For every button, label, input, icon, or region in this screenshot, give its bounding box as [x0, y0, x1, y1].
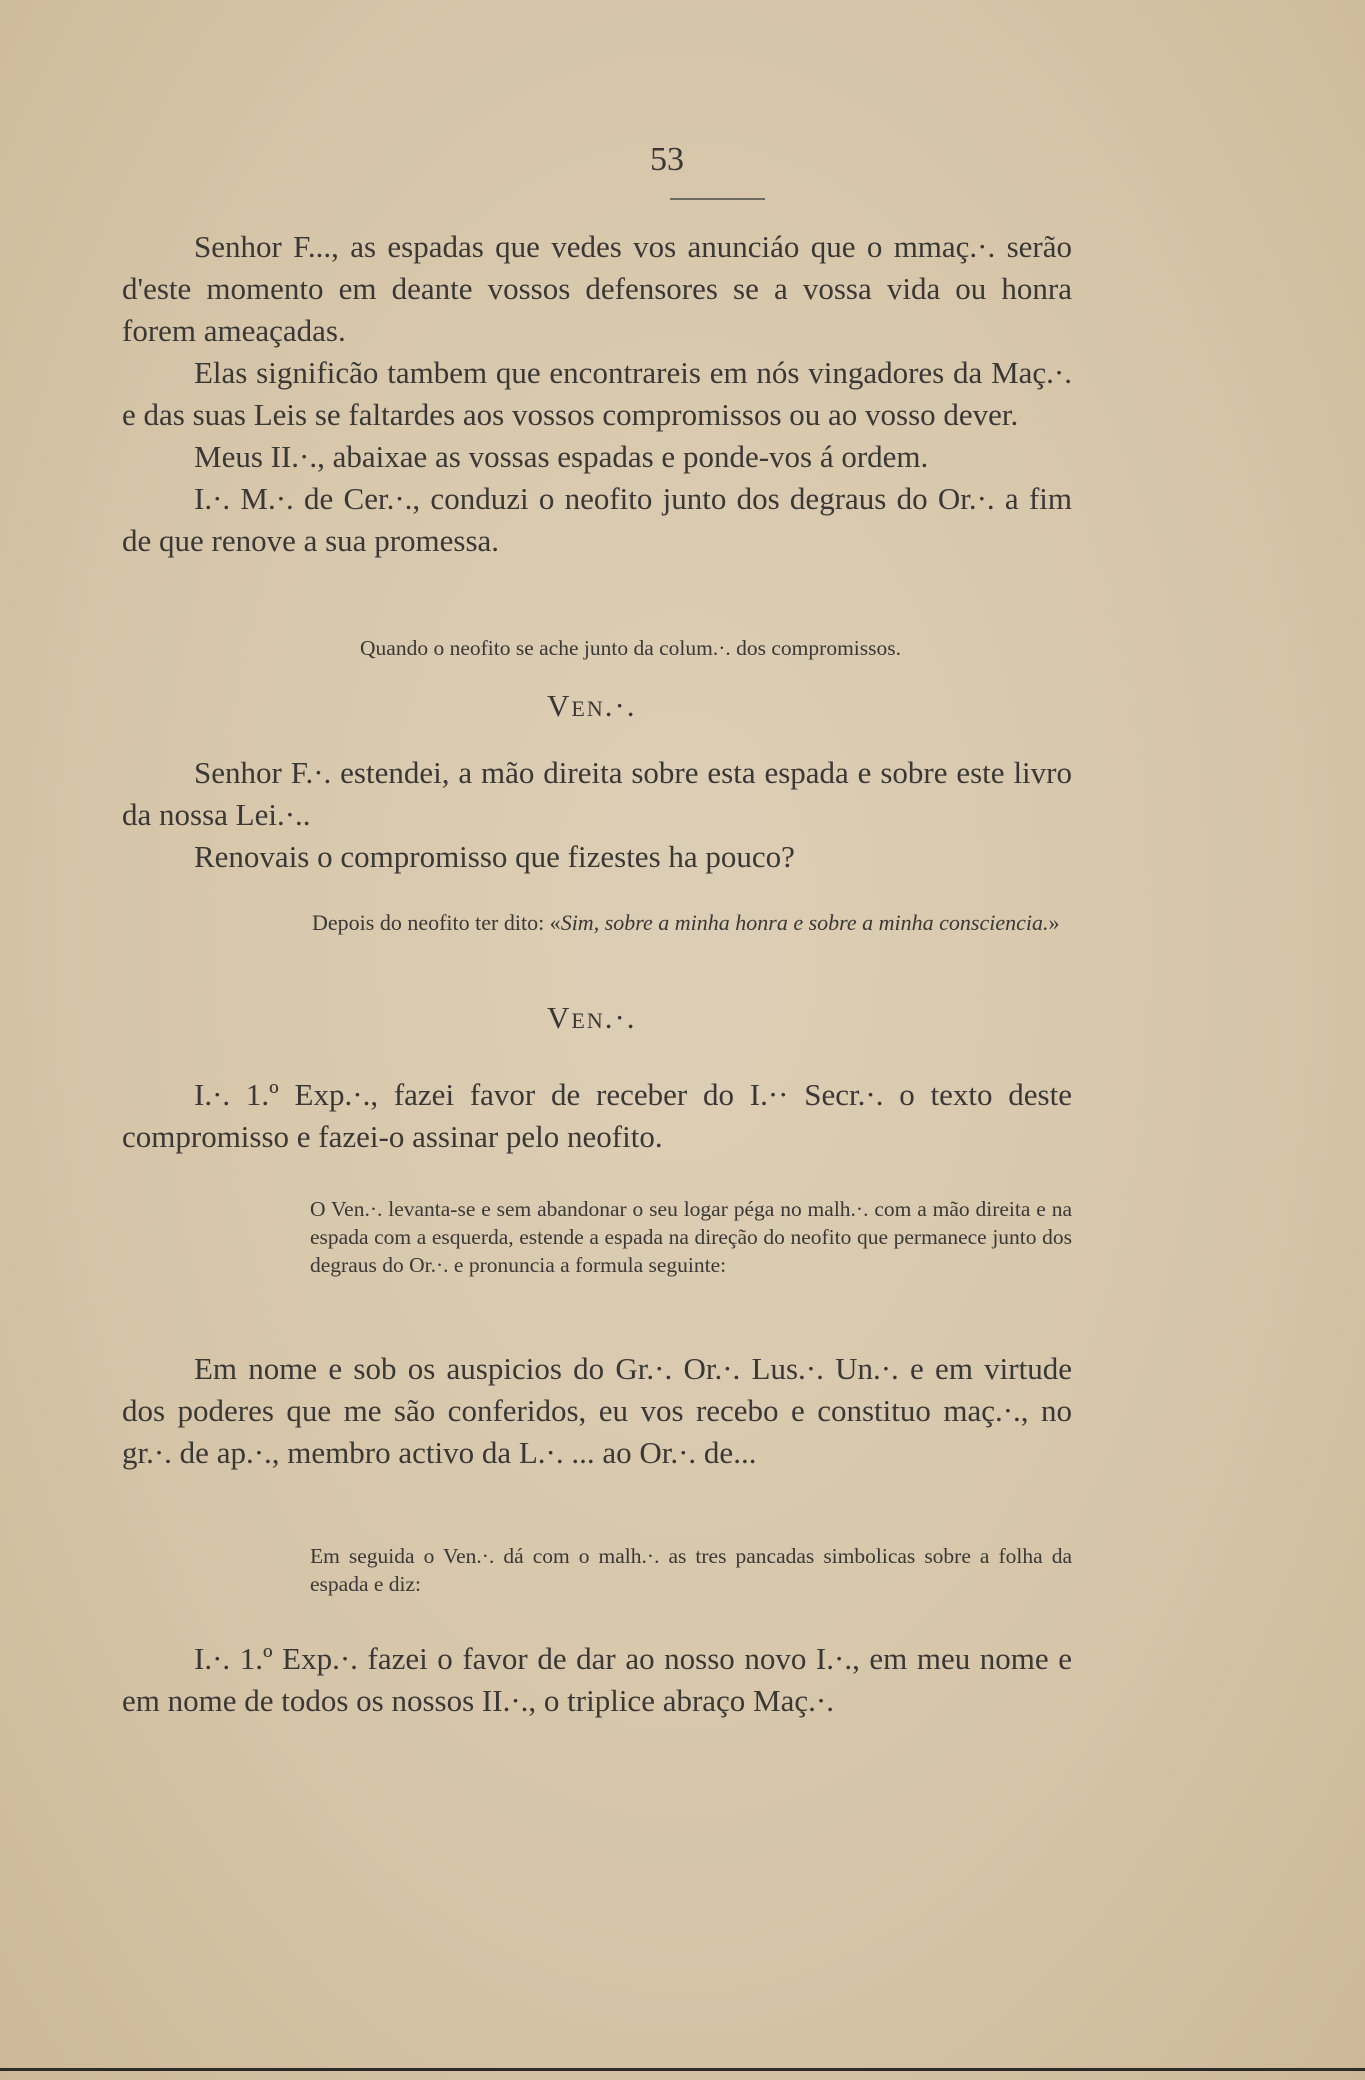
page-number-rule [670, 198, 765, 200]
stage-note-columna: Quando o neofito se ache junto da colum.·. dos compromissos. [360, 636, 901, 660]
paragraph-espadas: Senhor F..., as espadas que vedes vos anunciáo que o mmaç.·. serão d'este momento em deante vossos defensores se a vossa vida ou honra forem ameaçadas. [122, 229, 1072, 348]
paragraph-ordem: Meus II.·., abaixae as vossas espadas e ponde-vos á ordem. [194, 439, 929, 474]
opening-paragraphs [122, 226, 1072, 562]
paragraph-exp-compromisso: I.·. 1.º Exp.·., fazei favor de receber do I.·· Secr.·. o texto deste compromisso e fazei-o assinar pelo neofito. [122, 1077, 1072, 1154]
stage-note-pancadas: Em seguida o Ven.·. dá com o malh.·. as tres pancadas simbolicas sobre a folha da espada e diz: [310, 1544, 1072, 1596]
oath-paragraphs [122, 752, 1072, 878]
paragraph-formula: Em nome e sob os auspicios do Gr.·. Or.·. Lus.·. Un.·. e em virtude dos poderes que me são conferidos, eu vos recebo e constituo maç.·., no gr.·. de ap.·., membro activo da L.·. ... ao Or.·. de... [122, 1351, 1072, 1470]
paragraph-degraus: I.·. M.·. de Cer.·., conduzi o neofito junto dos degraus do Or.·. a fim de que renove a sua promessa. [122, 481, 1072, 558]
paragraph-estendei: Senhor F.·. estendei, a mão direita sobre esta espada e sobre este livro da nossa Lei.·.. [122, 755, 1072, 832]
page-number: 53 [650, 141, 684, 178]
paragraph-renovais: Renovais o compromisso que fizestes ha pouco? [194, 839, 795, 874]
formula-block [122, 1348, 1072, 1474]
scan-bottom-edge [0, 2068, 1365, 2071]
stage-note-malho: O Ven.·. levanta-se e sem abandonar o seu logar péga no malh.·. com a mão direita e na espada com a esquerda, estende a espada na direção do neofito que permanece junto dos degraus do Or.·. e pronuncia a formula seguinte: [310, 1197, 1072, 1277]
speaker-ven-2: Ven.·. [547, 1000, 637, 1035]
stage-note-dito [312, 908, 1072, 938]
note-prefix: Depois do neofito ter dito: « [312, 910, 561, 935]
page-number-block [562, 140, 772, 180]
exp-paragraph-block [122, 1074, 1072, 1158]
paragraph-abraco: I.·. 1.º Exp.·. fazei o favor de dar ao nosso novo I.·., em meu nome e em nome de todos os nossos II.·., o triplice abraço Maç.·. [122, 1641, 1072, 1718]
paragraph-vingadores: Elas significão tambem que encontrareis em nós vingadores da Maç.·. e das suas Leis se faltardes aos vossos compromissos ou ao vosso dever. [122, 355, 1072, 432]
note-suffix: » [1048, 910, 1060, 935]
book-page [122, 0, 1072, 2080]
closing-block [122, 1638, 1072, 1722]
speaker-ven-1: Ven.·. [547, 688, 637, 723]
note-quote: Sim, sobre a minha honra e sobre a minha consciencia. [560, 910, 1049, 935]
